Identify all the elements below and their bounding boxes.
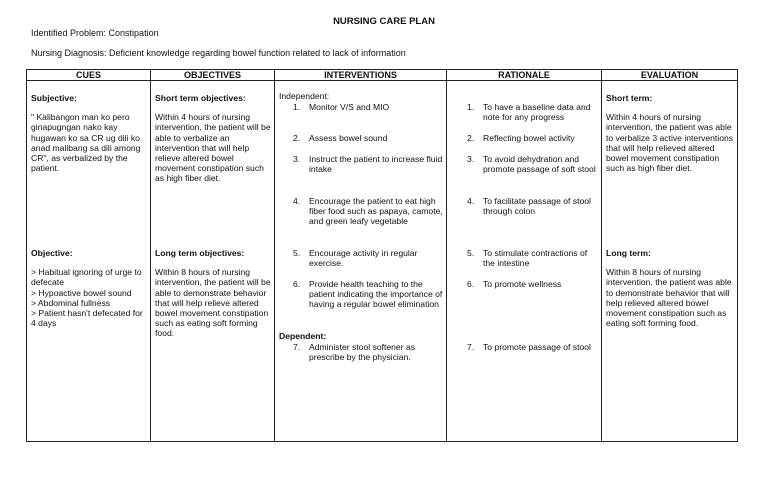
long-objectives-text: Within 8 hours of nursing intervention, the patient will be able to demonstrate behavior that will help relieve altered bowel movement constipation such as eating soft forming food. <box>155 267 271 339</box>
rationale-item: 7. To promote passage of stool <box>467 342 591 352</box>
intervention-item: 5. Encourage activity in regular exercise. <box>293 248 418 269</box>
short-term-evaluation <box>606 93 734 173</box>
table-row <box>27 81 738 442</box>
care-plan-table <box>26 69 738 442</box>
column-header-interventions: INTERVENTIONS <box>275 70 447 81</box>
evaluation-cell <box>602 81 738 442</box>
long-term-evaluation <box>606 248 734 328</box>
intervention-item: 6. Provide health teaching to the patient indicating the importance of having a regular bowel elimination <box>293 279 443 310</box>
objective-item: > Hypoactive bowel sound <box>31 287 132 298</box>
intervention-item: 2. Assess bowel sound <box>293 133 388 143</box>
short-objectives-text: Within 4 hours of nursing intervention, the patient will be able to verbalize an intervention that will help relieve altered bowel movement constipation such as high fiber diet. <box>155 112 271 184</box>
dependent-heading: Dependent: <box>279 331 327 341</box>
column-header-evaluation: EVALUATION <box>602 70 738 81</box>
long-evaluation-text: Within 8 hours of nursing intervention, the patient was able to demonstrate behavior that will help relieved altered bowel movement constipation such as eating soft forming food. <box>606 267 732 329</box>
intervention-item: 4. Encourage the patient to eat high fiber food such as papaya, camote, and green leafy vegetable <box>293 196 443 227</box>
long-evaluation-heading: Long term: <box>606 248 651 258</box>
short-objectives-heading: Short term objectives: <box>155 93 246 103</box>
intervention-item: 3. Instruct the patient to increase fluid intake <box>293 154 443 175</box>
rationale-cell <box>447 81 602 442</box>
objectives-cell <box>151 81 275 442</box>
intervention-item: 1. Monitor V/S and MIO <box>293 102 390 112</box>
page-title: NURSING CARE PLAN <box>333 16 435 27</box>
independent-heading: Independent: <box>279 91 330 101</box>
rationale-item: 5. To stimulate contractions of the intestine <box>467 248 588 269</box>
rationale-item: 3. To avoid dehydration and promote passage of soft stool <box>467 154 596 175</box>
short-term-objectives <box>155 93 271 184</box>
objective-item: > Habitual ignoring of urge to defecate <box>31 267 142 288</box>
subjective-block <box>31 93 147 173</box>
short-evaluation-heading: Short term: <box>606 93 653 103</box>
interventions-cell <box>275 81 447 442</box>
table-header-row <box>27 70 738 81</box>
column-header-rationale: RATIONALE <box>447 70 602 81</box>
rationale-item: 2. Reflecting bowel activity <box>467 133 575 143</box>
long-term-objectives <box>155 248 271 339</box>
objective-heading: Objective: <box>31 248 73 258</box>
rationale-item: 4. To facilitate passage of stool through colon <box>467 196 591 217</box>
objective-item: > Abdominal fullness <box>31 297 111 308</box>
subjective-text: " Kalibangon man ko pero ginapugngan nako kay hugawan ko sa CR ug dili ko anad malibang sa dili among CR", as verbalized by the patient. <box>31 112 141 174</box>
cues-cell <box>27 81 151 442</box>
short-evaluation-text: Within 4 hours of nursing intervention, the patient was able to verbalize 3 active interventions that will help relieved altered bowel movement constipation such as high fiber diet. <box>606 112 734 174</box>
intervention-item: 7. Administer stool softener as prescribe by the physician. <box>293 342 416 363</box>
column-header-objectives: OBJECTIVES <box>151 70 275 81</box>
objective-item: > Patient hasn't defecated for 4 days <box>31 308 143 329</box>
rationale-item: 6. To promote wellness <box>467 279 562 289</box>
rationale-item: 1. To have a baseline data and note for any progress <box>467 102 591 123</box>
long-objectives-heading: Long term objectives: <box>155 248 245 258</box>
column-header-cues: CUES <box>27 70 151 81</box>
nursing-diagnosis: Nursing Diagnosis: Deficient knowledge regarding bowel function related to lack of information <box>31 48 406 58</box>
subjective-heading: Subjective: <box>31 93 77 103</box>
objective-block <box>31 248 147 328</box>
identified-problem: Identified Problem: Constipation <box>31 28 159 38</box>
